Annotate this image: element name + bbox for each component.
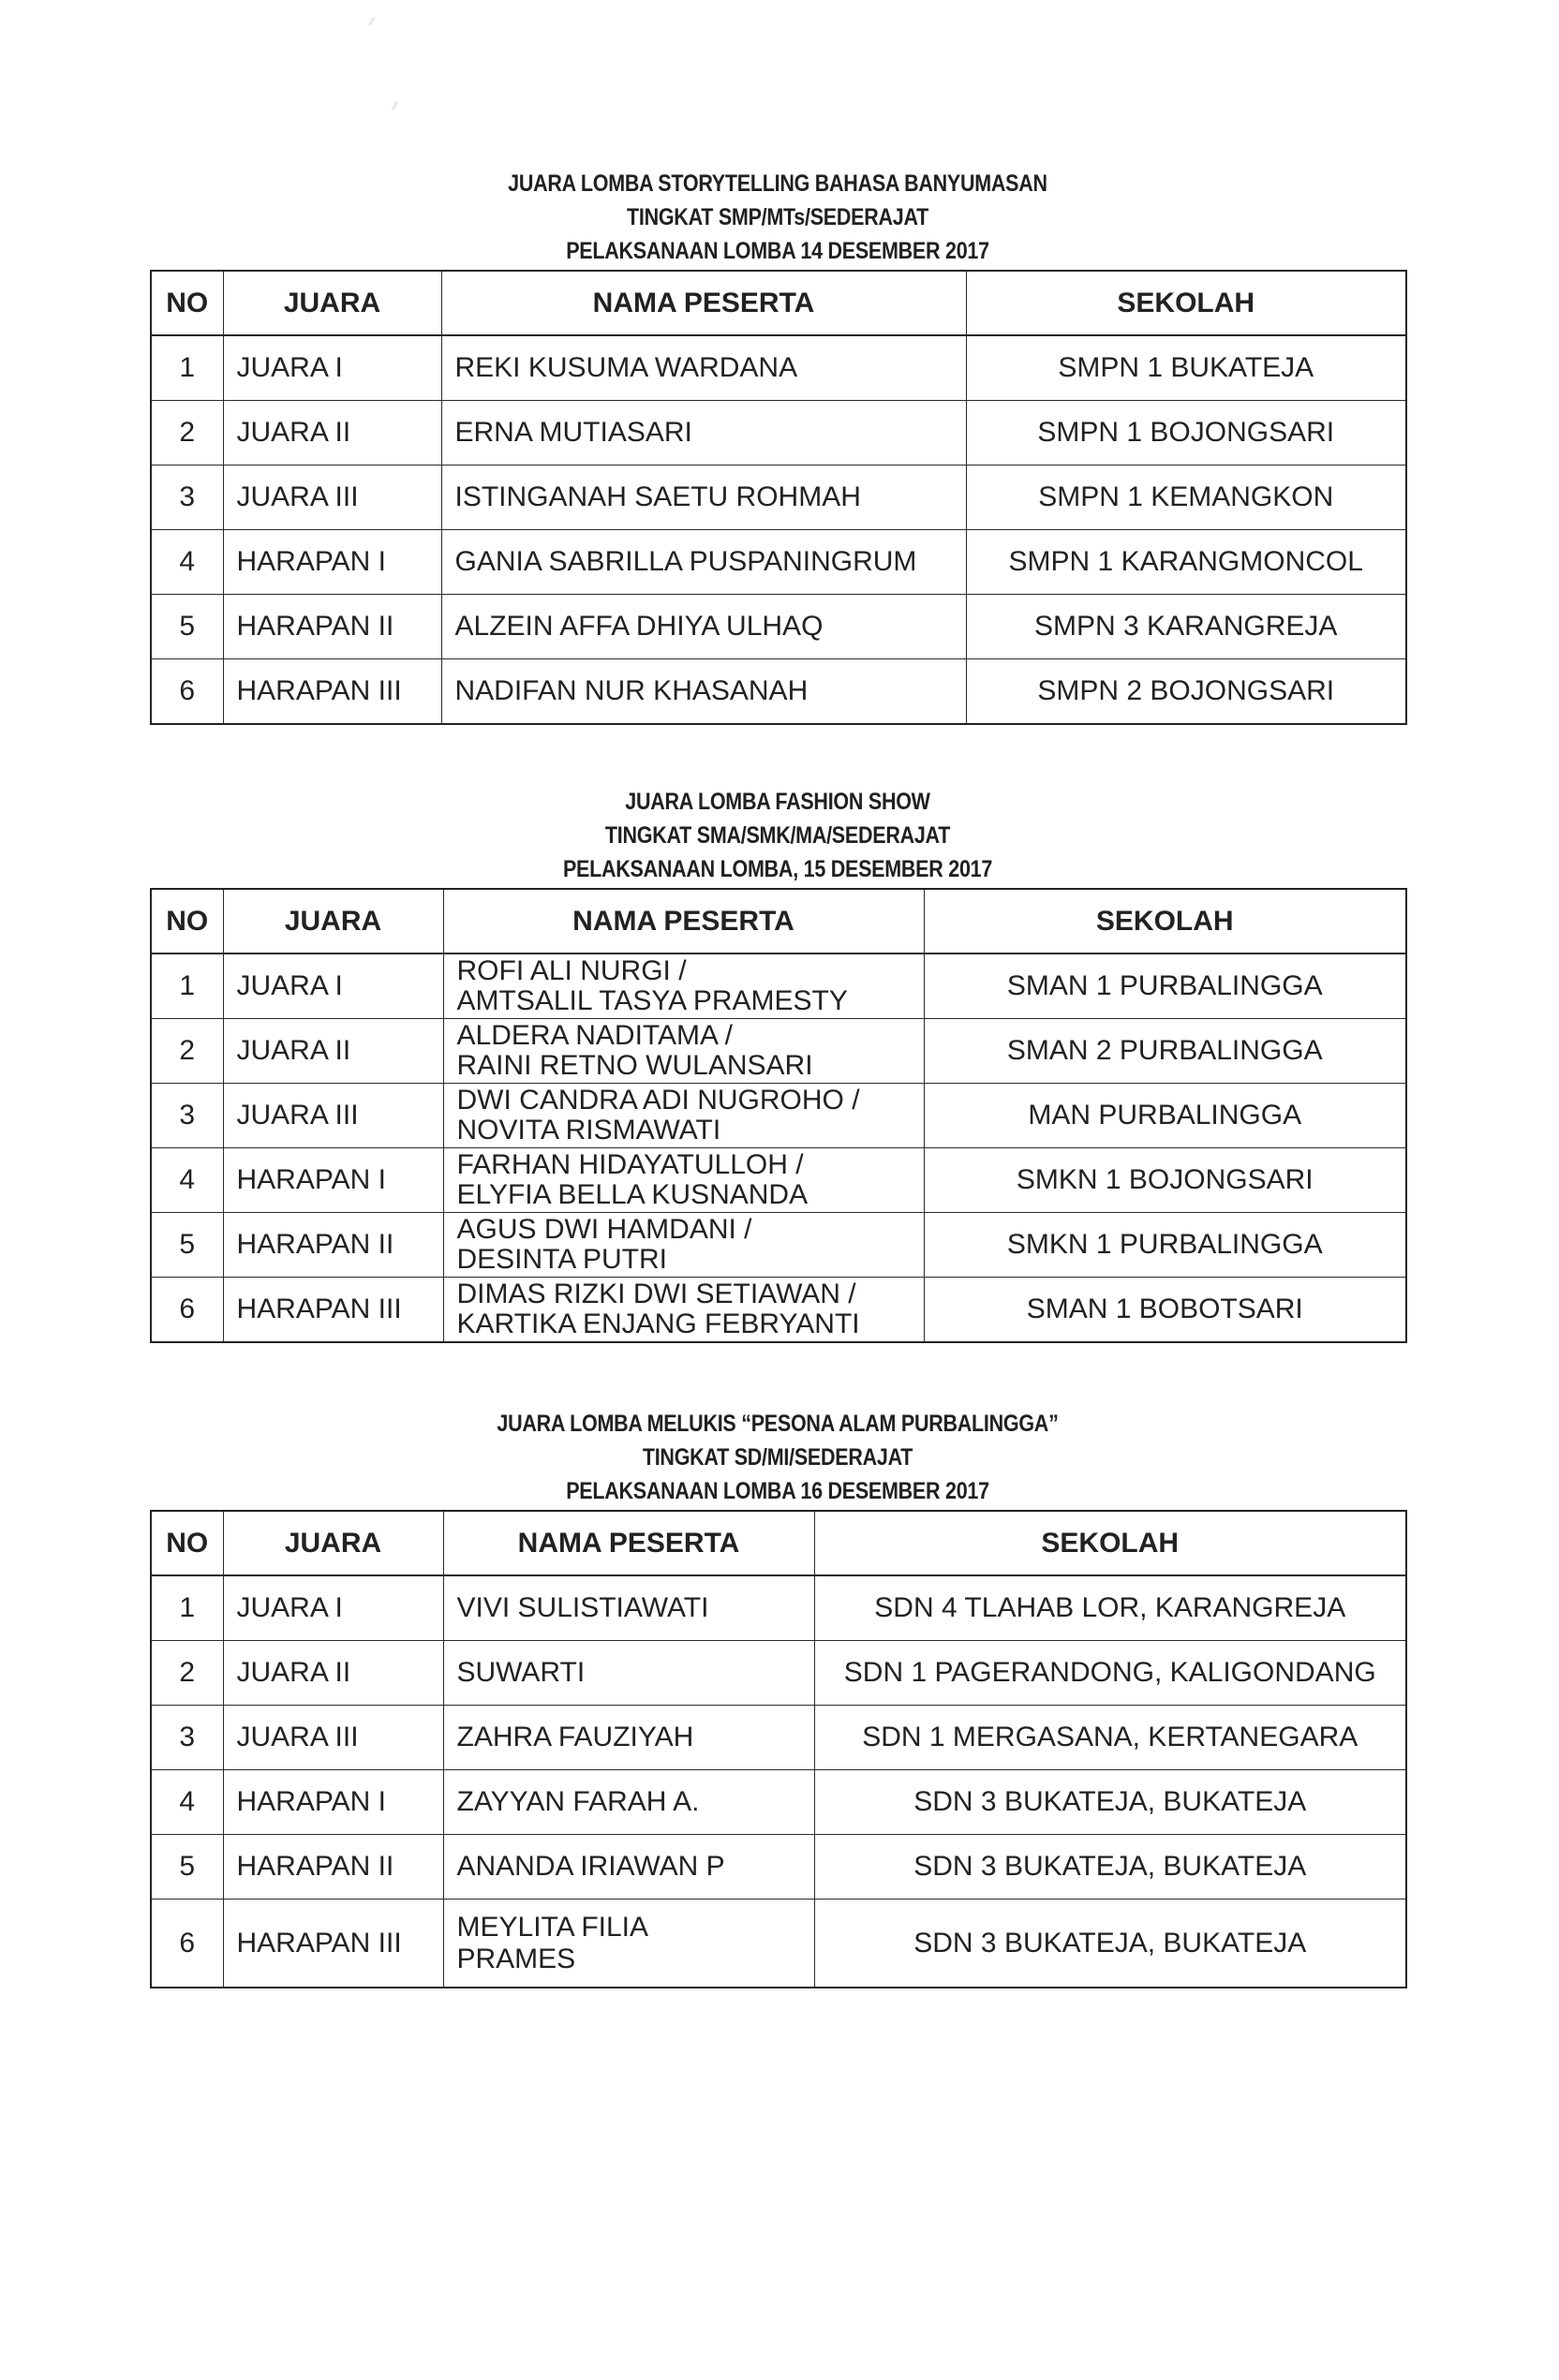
award-title: HARAPAN II — [223, 1835, 443, 1900]
participant-name-line: PRAMES — [456, 1943, 576, 1974]
participant-name — [441, 335, 966, 401]
award-title: JUARA I — [223, 1575, 443, 1641]
table-row — [151, 659, 1406, 725]
column-header-no: NO — [151, 1511, 223, 1575]
participant-name — [443, 1706, 814, 1770]
scan-artifact — [392, 101, 399, 111]
rank-number: 4 — [151, 1770, 223, 1835]
rank-number: 4 — [151, 530, 223, 595]
participant-name-line: GANIA SABRILLA PUSPANINGRUM — [454, 546, 917, 577]
rank-number: 6 — [151, 659, 223, 725]
table-header-row — [151, 271, 1406, 335]
participant-name-line: ISTINGANAH SAETU ROHMAH — [454, 481, 861, 512]
participant-name-line: ZAYYAN FARAH A. — [456, 1786, 700, 1817]
participant-name — [443, 1084, 924, 1148]
table-row — [151, 1641, 1406, 1706]
participant-name — [441, 401, 966, 466]
school-name: SDN 1 MERGASANA, KERTANEGARA — [814, 1706, 1406, 1770]
table-row — [151, 1575, 1406, 1641]
school-name: SMAN 1 BOBOTSARI — [924, 1278, 1406, 1343]
column-header-juara: JUARA — [223, 271, 441, 335]
column-header-juara: JUARA — [223, 1511, 443, 1575]
participant-name-line: ROFI ALI NURGI / — [456, 955, 687, 986]
table-row — [151, 1835, 1406, 1900]
rank-number: 2 — [151, 1641, 223, 1706]
fashion-show-results-section — [150, 785, 1405, 1343]
participant-name — [441, 595, 966, 659]
rank-number: 2 — [151, 401, 223, 466]
participant-name-line: NADIFAN NUR KHASANAH — [454, 675, 809, 706]
scan-artifact — [368, 17, 376, 26]
participant-name-line: SUWARTI — [456, 1657, 586, 1688]
school-name: SDN 4 TLAHAB LOR, KARANGREJA — [814, 1575, 1406, 1641]
participant-name — [443, 1148, 924, 1213]
award-title: JUARA I — [223, 335, 441, 401]
competition-level: TINGKAT SD/MI/SEDERAJAT — [642, 1444, 913, 1471]
participant-name-line: ALDERA NADITAMA / — [456, 1020, 734, 1051]
table-row — [151, 1213, 1406, 1278]
rank-number: 6 — [151, 1278, 223, 1343]
rank-number: 2 — [151, 1019, 223, 1084]
award-title: HARAPAN I — [223, 1148, 443, 1213]
award-title: JUARA II — [223, 1641, 443, 1706]
column-header-nama-peserta: NAMA PESERTA — [441, 271, 966, 335]
table-row — [151, 1148, 1406, 1213]
participant-name-line: FARHAN HIDAYATULLOH / — [456, 1149, 804, 1180]
competition-title: JUARA LOMBA MELUKIS “PESONA ALAM PURBALINGGA” — [497, 1411, 1059, 1437]
participant-name — [443, 1770, 814, 1835]
table-row — [151, 530, 1406, 595]
award-title: JUARA III — [223, 466, 441, 530]
rank-number: 5 — [151, 1213, 223, 1278]
participant-name-line: ANANDA IRIAWAN P — [456, 1851, 725, 1882]
school-name: SDN 3 BUKATEJA, BUKATEJA — [814, 1900, 1406, 1988]
school-name: SMKN 1 PURBALINGGA — [924, 1213, 1406, 1278]
section-heading — [150, 167, 1405, 268]
table-row — [151, 1900, 1406, 1988]
school-name: SMPN 1 BOJONGSARI — [966, 401, 1406, 466]
participant-name — [441, 466, 966, 530]
rank-number: 3 — [151, 466, 223, 530]
participant-name-line: KARTIKA ENJANG FEBRYANTI — [456, 1308, 860, 1339]
award-title: HARAPAN I — [223, 1770, 443, 1835]
column-header-no: NO — [151, 889, 223, 953]
award-title: HARAPAN II — [223, 1213, 443, 1278]
rank-number: 1 — [151, 335, 223, 401]
school-name: MAN PURBALINGGA — [924, 1084, 1406, 1148]
results-table — [150, 888, 1407, 1343]
table-row — [151, 1770, 1406, 1835]
participant-name-line: RAINI RETNO WULANSARI — [456, 1050, 813, 1081]
table-row — [151, 1084, 1406, 1148]
table-row — [151, 335, 1406, 401]
participant-name — [443, 1278, 924, 1343]
participant-name — [443, 953, 924, 1019]
participant-name-line: DIMAS RIZKI DWI SETIAWAN / — [456, 1279, 856, 1309]
competition-date: PELAKSANAAN LOMBA 16 DESEMBER 2017 — [566, 1478, 989, 1504]
participant-name-line: ZAHRA FAUZIYAH — [456, 1722, 694, 1752]
rank-number: 1 — [151, 953, 223, 1019]
award-title: HARAPAN III — [223, 659, 441, 725]
participant-name — [443, 1213, 924, 1278]
participant-name-line: MEYLITA FILIA — [456, 1911, 649, 1943]
award-title: HARAPAN II — [223, 595, 441, 659]
award-title: HARAPAN I — [223, 530, 441, 595]
competition-level: TINGKAT SMP/MTs/SEDERAJAT — [626, 204, 929, 230]
table-body — [151, 953, 1406, 1342]
section-heading — [150, 785, 1405, 886]
table-row — [151, 1278, 1406, 1343]
rank-number: 5 — [151, 595, 223, 659]
participant-name-line: DWI CANDRA ADI NUGROHO / — [456, 1085, 860, 1116]
column-header-sekolah: SEKOLAH — [924, 889, 1406, 953]
section-heading — [150, 1407, 1405, 1508]
award-title: HARAPAN III — [223, 1278, 443, 1343]
school-name: SMKN 1 BOJONGSARI — [924, 1148, 1406, 1213]
table-header-row — [151, 889, 1406, 953]
participant-name — [443, 1019, 924, 1084]
school-name: SMAN 1 PURBALINGGA — [924, 953, 1406, 1019]
award-title: JUARA III — [223, 1706, 443, 1770]
table-body — [151, 335, 1406, 724]
table-row — [151, 1706, 1406, 1770]
competition-date: PELAKSANAAN LOMBA 14 DESEMBER 2017 — [566, 238, 989, 264]
participant-name — [441, 659, 966, 725]
column-header-nama-peserta: NAMA PESERTA — [443, 1511, 814, 1575]
participant-name-line: REKI KUSUMA WARDANA — [454, 352, 798, 383]
participant-name — [443, 1900, 814, 1988]
table-row — [151, 595, 1406, 659]
participant-name — [443, 1835, 814, 1900]
school-name: SMAN 2 PURBALINGGA — [924, 1019, 1406, 1084]
column-header-juara: JUARA — [223, 889, 443, 953]
participant-name-line: AGUS DWI HAMDANI / — [456, 1214, 752, 1245]
participant-name-line: AMTSALIL TASYA PRAMESTY — [456, 985, 848, 1016]
award-title: JUARA III — [223, 1084, 443, 1148]
participant-name-line: NOVITA RISMAWATI — [456, 1115, 721, 1146]
school-name: SDN 3 BUKATEJA, BUKATEJA — [814, 1835, 1406, 1900]
competition-date: PELAKSANAAN LOMBA, 15 DESEMBER 2017 — [562, 856, 993, 882]
school-name: SDN 3 BUKATEJA, BUKATEJA — [814, 1770, 1406, 1835]
participant-name-line: ALZEIN AFFA DHIYA ULHAQ — [454, 611, 824, 642]
rank-number: 1 — [151, 1575, 223, 1641]
competition-title: JUARA LOMBA FASHION SHOW — [625, 789, 930, 815]
competition-level: TINGKAT SMA/SMK/MA/SEDERAJAT — [604, 822, 951, 849]
award-title: HARAPAN III — [223, 1900, 443, 1988]
school-name: SMPN 1 BUKATEJA — [966, 335, 1406, 401]
storytelling-results-section — [150, 167, 1405, 725]
award-title: JUARA I — [223, 953, 443, 1019]
painting-results-section — [150, 1407, 1405, 1988]
rank-number: 3 — [151, 1706, 223, 1770]
table-body — [151, 1575, 1406, 1988]
table-row — [151, 1019, 1406, 1084]
participant-name — [443, 1575, 814, 1641]
participant-name-line: ELYFIA BELLA KUSNANDA — [456, 1179, 809, 1210]
school-name: SMPN 2 BOJONGSARI — [966, 659, 1406, 725]
column-header-sekolah: SEKOLAH — [814, 1511, 1406, 1575]
rank-number: 6 — [151, 1900, 223, 1988]
participant-name-line: ERNA MUTIASARI — [454, 417, 692, 448]
rank-number: 4 — [151, 1148, 223, 1213]
participant-name — [443, 1641, 814, 1706]
participant-name-line: DESINTA PUTRI — [456, 1244, 667, 1275]
results-table — [150, 270, 1407, 725]
results-table — [150, 1510, 1407, 1988]
table-row — [151, 401, 1406, 466]
school-name: SMPN 1 KARANGMONCOL — [966, 530, 1406, 595]
participant-name-line: VIVI SULISTIAWATI — [456, 1592, 709, 1623]
rank-number: 3 — [151, 1084, 223, 1148]
column-header-no: NO — [151, 271, 223, 335]
column-header-sekolah: SEKOLAH — [966, 271, 1406, 335]
table-row — [151, 953, 1406, 1019]
school-name: SMPN 3 KARANGREJA — [966, 595, 1406, 659]
table-row — [151, 466, 1406, 530]
school-name: SDN 1 PAGERANDONG, KALIGONDANG — [814, 1641, 1406, 1706]
school-name: SMPN 1 KEMANGKON — [966, 466, 1406, 530]
column-header-nama-peserta: NAMA PESERTA — [443, 889, 924, 953]
award-title: JUARA II — [223, 401, 441, 466]
participant-name — [441, 530, 966, 595]
rank-number: 5 — [151, 1835, 223, 1900]
award-title: JUARA II — [223, 1019, 443, 1084]
competition-title: JUARA LOMBA STORYTELLING BAHASA BANYUMASAN — [508, 170, 1047, 197]
table-header-row — [151, 1511, 1406, 1575]
